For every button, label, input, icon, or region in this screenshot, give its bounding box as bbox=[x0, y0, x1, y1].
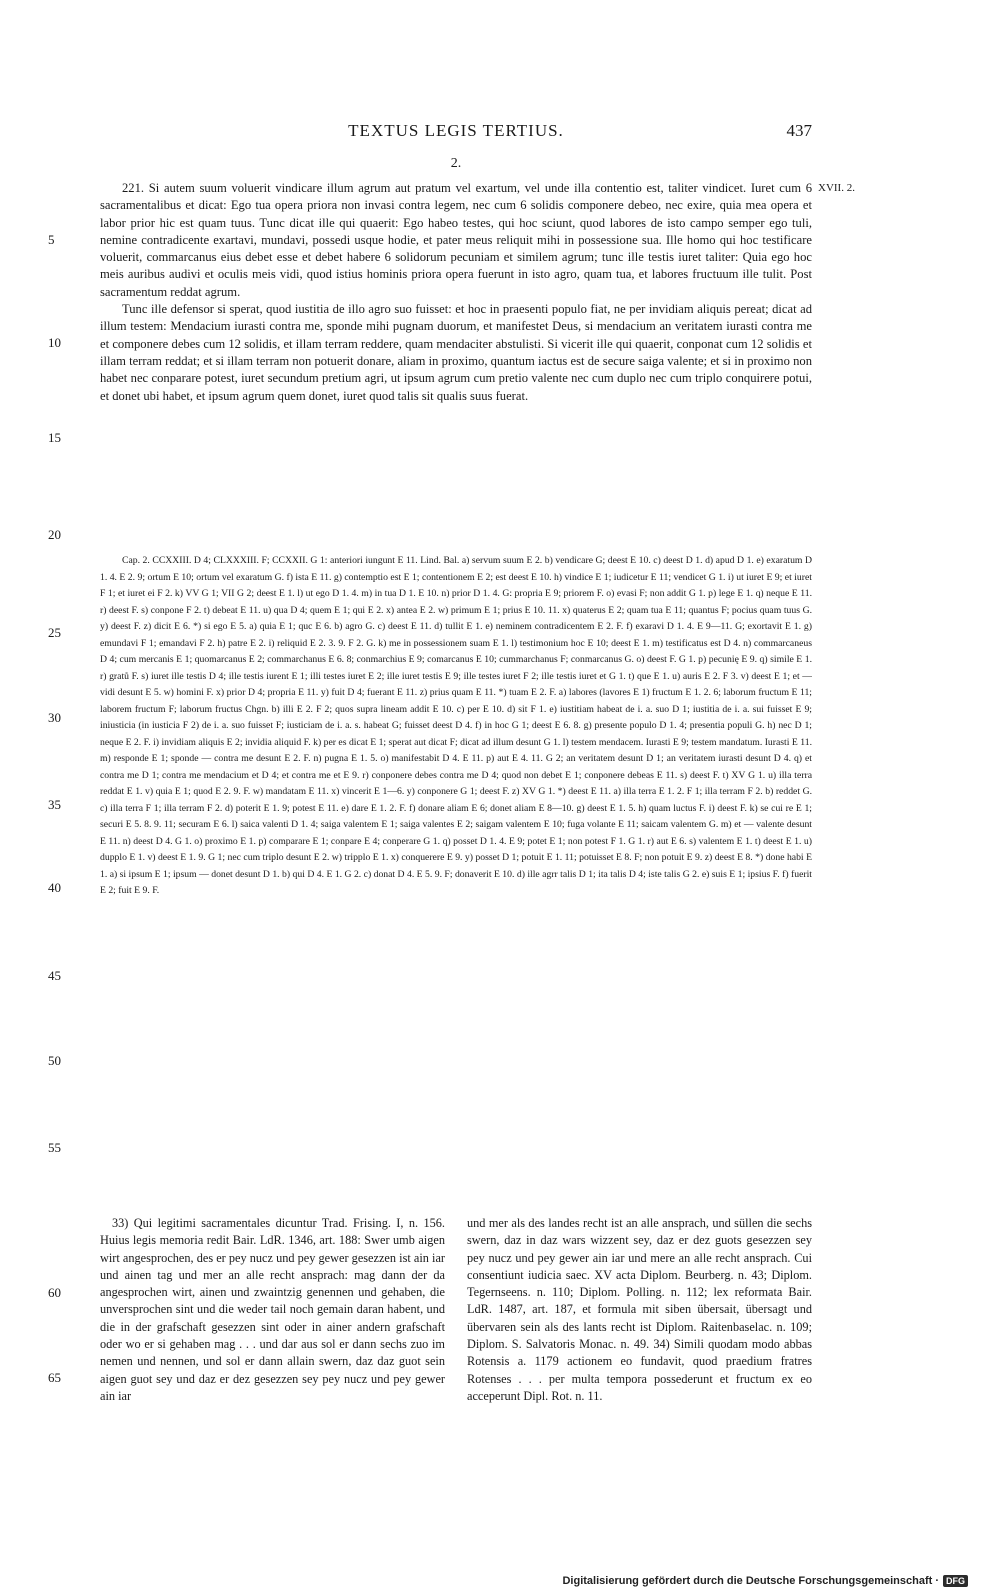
critical-apparatus bbox=[100, 553, 812, 900]
line-number: 30 bbox=[48, 710, 61, 725]
line-number: 35 bbox=[48, 797, 61, 812]
digitization-footer bbox=[562, 1575, 968, 1587]
line-number: 65 bbox=[48, 1370, 61, 1385]
page-number: 437 bbox=[786, 121, 812, 140]
line-number: 55 bbox=[48, 1140, 61, 1155]
line-number: 15 bbox=[48, 430, 61, 445]
section-number: 2. bbox=[450, 156, 462, 171]
margin-reference: XVII. 2. bbox=[818, 182, 855, 194]
running-title: TEXTUS LEGIS TERTIUS. bbox=[348, 121, 564, 140]
footer-text: Digitalisierung gefördert durch die Deutsche Forschungsgemeinschaft · bbox=[562, 1575, 939, 1587]
footnote-column-right: und mer als des landes recht ist an alle ansprach, und süllen die sechs swern, daz in daz wars wizzent sey, daz er dez guots gesezzen sey pey nucz und pey gewer ain iar und mere an alle recht ansprach. Cui consentiunt iudicia saec. XV acta Diplom. Beurberg. n. 43; Diplom. Tegernseens. n. 110; Diplom. Polling. n. 112; lex reformata Bair. LdR. 1487, art. 187, et formula mit siben übersait, übersagt und übervaren sein als des lants recht ist Diplom. Raitenbaselac. n. 109; Diplom. S. Salvatoris Monac. n. 49. 34) Simili quodam modo abbas Rotensis a. 1179 actionem eo fundavit, quod praedium fratres Rotenses . . . per multa tempora possederunt et fructum ex eo acceperunt Dipl. Rot. n. 11. bbox=[467, 1216, 812, 1403]
line-number: 10 bbox=[48, 335, 61, 350]
footnote-column-left: 33) Qui legitimi sacramentales dicuntur Trad. Frising. I, n. 156. Huius legis memoria redit Bair. LdR. 1346, art. 188: Swer umb aigen wirt angesprochen, des er pey nucz und pey gewer gesezzen ist ain iar und ainen tag und mer an alle recht ansprach: mag dann der da angesprochen wirt, ainen und zwaintzig genennen und gehaben, die unversprochen sint und die weder tail noch gemain daran habent, und die in der grafschaft gesezzen sint oder in ainer andern grafschaft oder wo er si gehaben mag . . . und dar aus sol er dann sechs zuo im nemen und nennen, und sol er dann allain swern, daz daz guot sein aigen guot sey und daz er dez gesezzen sey pey nucz und pey gewer ain iar bbox=[100, 1216, 445, 1403]
line-number: 40 bbox=[48, 880, 61, 895]
main-paragraph: 221. Si autem suum voluerit vindicare illum agrum aut pratum vel exartum, vel unde illa contentio est, taliter vindicet. Iuret cum 6 sacramentalibus et dicat: Ego tua opera priora non invasi contra legem, nec cum 6 solidis componere debeo, nec exire, quia mea opera et labor prior hic est quam tuus. Tunc dicat ille qui quaerit: Ego habeo testes, qui hoc sciunt, quod labores de isto campo semper ego tuli, nemine contradicente exartavi, mundavi, possedi usque hodie, et pater meus reliquit mihi in possessione sua. Ille homo qui hoc testificare voluerit, commarcanus eius debet esse et debet habere 6 solidorum pecuniam et similem agrum; tunc ille testis iuret taliter: Quia ego hoc meis auribus audivi et oculis meis vidi, quod istius hominis priora opera fuerunt in isto agro, quam tua, et labores fructuum ille tulit. Post sacramentum reddat agrum. bbox=[100, 181, 812, 299]
main-paragraph: Tunc ille defensor si sperat, quod iustitia de illo agro suo fuisset: et hoc in praesenti populo fiat, ne per invidiam aliquis pereat; dicat ad illum testem: Mendacium iurasti contra me, sponde mihi pugnam duorum, et manifestet Deus, si mendacium an veritatem iurasti contra me et componere debes cum 12 solidis, et illam terram reddere, quam mendaciter abstulisti. Si vicerit ille qui quaerit, conponat cum 12 solidis et illam terram reddat; et si illam terram non potuerit donare, aliam in proximo, quantum iactus est de secure saiga valente; et si in proximo non habet nec conparare potest, iuret secundum pretium agri, ut ipsum agrum cum pretio valente nec cum duplo nec cum triplo conquirere potui, et donet ubi habet, et ipsum agrum quem donet, iuret quod talis sit qualis suus fuerat. bbox=[100, 302, 812, 403]
page-header bbox=[100, 121, 812, 145]
line-number: 45 bbox=[48, 968, 61, 983]
line-number: 25 bbox=[48, 625, 61, 640]
dfg-logo: DFG bbox=[943, 1575, 968, 1587]
main-text bbox=[100, 180, 812, 405]
line-number: 60 bbox=[48, 1285, 61, 1300]
line-number: 50 bbox=[48, 1053, 61, 1068]
line-number: 20 bbox=[48, 527, 61, 542]
apparatus-paragraph: Cap. 2. CCXXIII. D 4; CLXXXIII. F; CCXXII. G 1: anteriori iungunt E 11. Lind. Bal. a) servum suum E 2. b) vendicare G; deest E 10. c) deest D 1. d) apud D 1. e) exaratum D 1. 4. E 2. 9; ortum E 10; ortum vel exaratum G. f) ista E 11. g) contemptio est E 1; contentionem E 2; est deest E 10. h) vindice E 1; iudicetur E 11; vendicet G 1. i) ut iuret E 9; et iuret F 1; et iuret ei F 2. k) VV G 1; VII G 2; deest E 1. l) ut ego D 1. 4. m) in tua D 1. E 10. n) prior D 1. 4. G: propria E 9; priorem F. o) evasi F; non addit G 1. p) lege E 1. q) neque E 11. r) deest F. s) conpone F 2. t) debeat E 11. u) qua D 4; quem E 1; qui E 2. x) antea E 2. w) primum E 1; prius E 10. 11. x) quaterus E 2; quam tua E 11; quantus F; pocius quam tuus G. y) deest F. z) dicit E 6. *) si ego E 5. a) quia E 1; quc E 6. b) agro G. c) deest E 11. d) tullit E 1. e) neminem contradicentem E 2. F. f) exaravi D 1. 4. E 9—11. G; exortavit E 1. g) emundavi F 1; emandavi F 2. h) patre E 2. i) reliquid E 2. 3. 9. F 2. G. k) me in possessionem suam E 1. l) testimonium hoc E 10; deest E 1. m) testificatus est D 4. n) commarcaneus D 4; cum mercanis E 1; quomarcanus E 2; commarchanus E 6. 8; conmarchius E 9; comarcanus E 10; cummarchanus F; conmarcanus G. o) deest F. G 1. p) pecunię E 9. q) simile E 1. r) gratů F. s) iuret ille testis D 4; ille testis iurent E 1; illi testes iuret E 2; ille iuret testis E 9; ille testes iuret F 2; ille testis iuret et G 1. t) que E 1. u) auris E 2. F 3. v) deest E 1; et — vidi desunt E 5. w) homini F. x) prior D 4; propria E 11. y) fuit D 4; fuerant E 11. z) prius quam E 11. *) tuam E 2. F. a) labores (lavores E 1) fructum E 1. 2. 6; laborum fructum E 11; laborem fructum F; laborum fructus Chgn. b) illi E 2. F 2; quos supra lineam addit E 10. c) per E 10. d) sit F 1. e) iustitiam habeat de i. a. suo D 1; iustitia de i. a. sui fuisset E 9; iniusticia (in iusticia F 2) de i. a. suo fuisset F; iusticiam de i. a. s. habeat G; fuisset deest D 4. f) in hoc G 1; deest E 6. 8. g) presente populo D 1. 4; presentia populi G. h) nec D 1; neque E 2. F. i) invidiam aliquis E 2; invidia aliquid F. k) per es dicat E 1; sperat aut dicat F; dicat ad illum desunt G 1. l) testem mendacem. Iurasti E 9; testem mandatum. Iurasti E 11. m) responde E 1; sponde — contra me desunt E 2. F. n) pugna E 1. 5. o) manifestabit D 4. E 11. p) aut E 4. 11. G 2; an veritatem desunt D 1; an veritatem iurasti desunt D 4. q) et contra me D 1; contra me mendacium et D 4; et contra me et E 9. r) conponere debes contra me D 4; quod non debet E 1; conponere debeas E 11. s) deest F. t) XV G 1. u) illa terra reddat E 1. v) quia E 1; quod E 2. 9. F. w) mandatam E 11. x) vincerit E 1—6. y) conponere G 1; deest F. z) XV G 1. *) deest E 11. a) illa terra E 1. 2. F 1; illa terram F 2. b) reddet G. c) illa terra F 1; illa terram F 2. d) poterit E 1. 9; potest E 11. e) dare E 1. 2. F. f) donare aliam E 6; donet aliam E 8—10. g) deest E 1. 5. h) quam luctus F. i) deest F. k) se cui re E 1; securi E 5. 8. 9. 11; securam E 6. l) saica valenti D 1. 4; saiga valentem E 1; saiga valentes E 2; saigam valentem E 10; fuga volante E 11; saicam valentem G. m) et — valente desunt E 11. n) deest D 4. G 1. o) proximo E 1. p) comparare E 1; conpare E 4; conperare G 1. q) posset D 1. 4. E 9; potet E 1; non potest F 1. G 1. r) aut E 6. s) valentem E 1. t) deest E 1. u) dupplo E 1. v) deest E 1. 9. G 1; nec cum triplo desunt E 2. w) tripplo E 1. x) conquerere E 9. y) posset D 1; potuit E 1. 11; potuisset E 8. F; non potuit E 9. z) deest E 8. *) done habi E 1. a) si ipsum E 1; ipsum — donet desunt D 1. b) qui D 4. E 1. G 2. c) donat D 4. E 5. 9. F; donaverit E 10. d) ille agrr talis D 1; ita talis D 4; iste talis G 2. e) suis E 1; ipsius F. f) fuerit E 2; fuit E 9. F. bbox=[100, 555, 812, 896]
line-number: 5 bbox=[48, 232, 55, 247]
